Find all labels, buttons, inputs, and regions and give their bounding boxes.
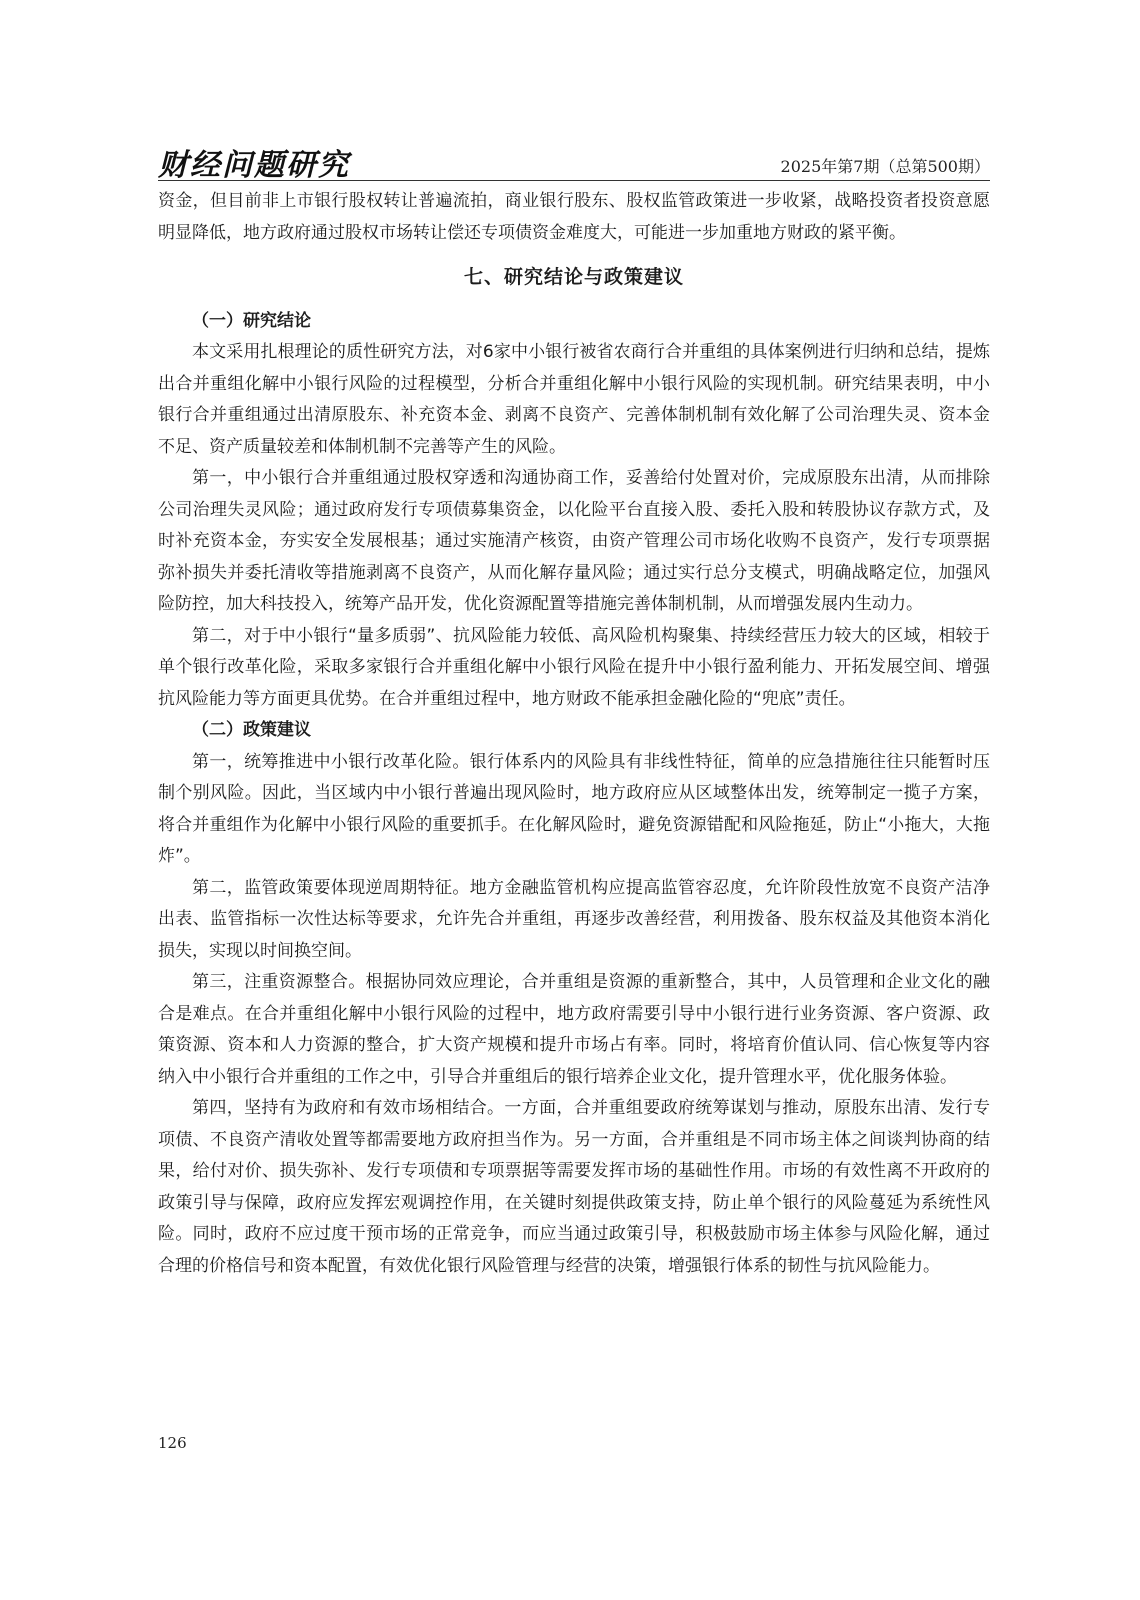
subsection-title-policy: （二）政策建议: [192, 720, 311, 740]
paragraph: 本文采用扎根理论的质性研究方法，对6家中小银行被省农商行合并重组的具体案例进行归纳和总结，提炼出合并重组化解中小银行风险的过程模型，分析合并重组化解中小银行风险的实现机制。研究结果表明，中小银行合并重组通过出清原股东、补充资本金、剥离不良资产、完善体制机制有效化解了公司治理失灵、资本金不足、资产质量较差和体制机制不完善等产生的风险。: [158, 342, 990, 457]
paragraph: 第一，中小银行合并重组通过股权穿透和沟通协商工作，妥善给付处置对价，完成原股东出清，从而排除公司治理失灵风险；通过政府发行专项债募集资金，以化险平台直接入股、委托入股和转股协议存款方式，及时补充资本金，夯实安全发展根基；通过实施清产核资，由资产管理公司市场化收购不良资产，发行专项票据弥补损失并委托清收等措施剥离不良资产，从而化解存量风险；通过实行总分支模式，明确战略定位，加强风险防控，加大科技投入，统筹产品开发，优化资源配置等措施完善体制机制，从而增强发展内生动力。: [158, 468, 990, 614]
paragraph: 第三，注重资源整合。根据协同效应理论，合并重组是资源的重新整合，其中，人员管理和企业文化的融合是难点。在合并重组化解中小银行风险的过程中，地方政府需要引导中小银行进行业务资源、客户资源、政策资源、资本和人力资源的整合，扩大资产规模和提升市场占有率。同时，将培育价值认同、信心恢复等内容纳入中小银行合并重组的工作之中，引导合并重组后的银行培养企业文化，提升管理水平，优化服务体验。: [158, 972, 990, 1087]
header-rule: [158, 180, 990, 181]
paragraph: 第二，对于中小银行“量多质弱”、抗风险能力较低、高风险机构聚集、持续经营压力较大的区域，相较于单个银行改革化险，采取多家银行合并重组化解中小银行风险在提升中小银行盈利能力、开拓发展空间、增强抗风险能力等方面更具优势。在合并重组过程中，地方财政不能承担金融化险的“兜底”责任。: [158, 625, 990, 709]
paragraph: 第一，统筹推进中小银行改革化险。银行体系内的风险具有非线性特征，简单的应急措施往往只能暂时压制个别风险。因此，当区域内中小银行普遍出现风险时，地方政府应从区域整体出发，统筹制定一揽子方案，将合并重组作为化解中小银行风险的重要抓手。在化解风险时，避免资源错配和风险拖延，防止“小拖大，大拖炸”。: [158, 751, 990, 866]
page-number: 126: [158, 1434, 187, 1452]
running-header: [158, 140, 990, 192]
section-title: 七、研究结论与政策建议: [463, 266, 684, 288]
journal-logo: 财经问题研究: [158, 148, 350, 183]
paragraph: 第四，坚持有为政府和有效市场相结合。一方面，合并重组要政府统筹谋划与推动，原股东出清、发行专项债、不良资产清收处置等都需要地方政府担当作为。另一方面，合并重组是不同市场主体之间谈判协商的结果，给付对价、损失弥补、发行专项债和专项票据等需要发挥市场的基础性作用。市场的有效性离不开政府的政策引导与保障，政府应发挥宏观调控作用，在关键时刻提供政策支持，防止单个银行的风险蔓延为系统性风险。同时，政府不应过度干预市场的正常竞争，而应当通过政策引导，积极鼓励市场主体参与风险化解，通过合理的价格信号和资本配置，有效优化银行风险管理与经营的决策，增强银行体系的韧性与抗风险能力。: [158, 1098, 990, 1276]
subsection-title-conclusions: （一）研究结论: [192, 310, 311, 331]
article-body: [158, 186, 990, 1282]
continued-paragraph: 资金，但目前非上市银行股权转让普遍流拍，商业银行股东、股权监管政策进一步收紧，战略投资者投资意愿明显降低，地方政府通过股权市场转让偿还专项债资金难度大，可能进一步加重地方财政的紧平衡。: [158, 191, 990, 243]
paragraph: 第二，监管政策要体现逆周期特征。地方金融监管机构应提高监管容忍度，允许阶段性放宽不良资产洁净出表、监管指标一次性达标等要求，允许先合并重组，再逐步改善经营，利用拨备、股东权益及其他资本消化损失，实现以时间换空间。: [158, 877, 990, 961]
issue-info: 2025年第7期（总第500期）: [780, 157, 990, 176]
